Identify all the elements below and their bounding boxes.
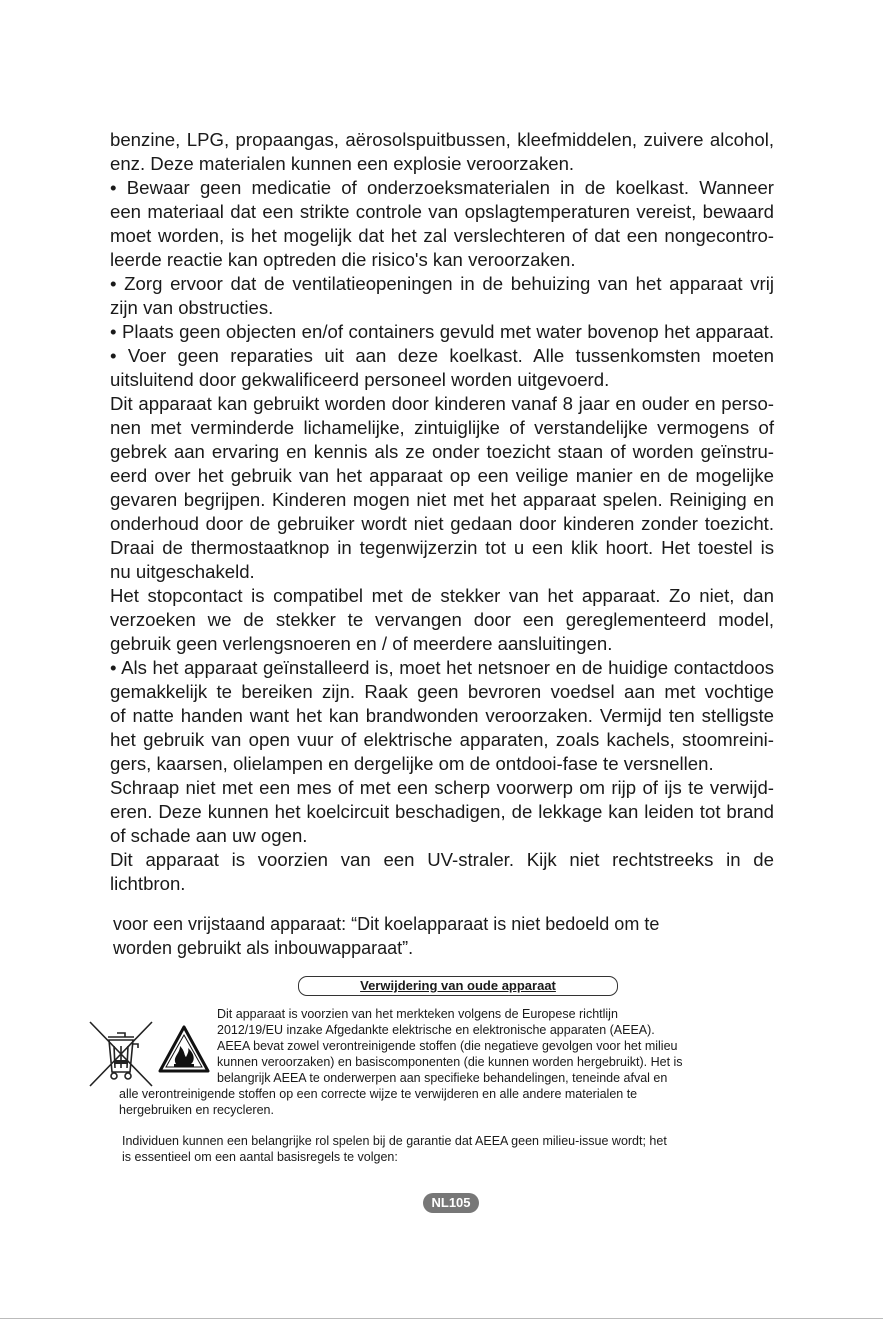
body-line: gers, kaarsen, olielampen en dergelijke om de ontdooi-fase te versnellen. bbox=[110, 753, 714, 774]
body-line: • Zorg ervoor dat de ventilatieopeningen in de behuizing van het apparaat vrij bbox=[110, 273, 774, 294]
flammable-warning-icon bbox=[158, 1024, 210, 1074]
body-line: Dit apparaat kan gebruikt worden door kinderen vanaf 8 jaar en ouder en perso- bbox=[110, 393, 774, 414]
body-line: • Plaats geen objecten en/of containers gevuld met water bovenop het apparaat. bbox=[110, 321, 774, 342]
disposal-line-2: 2012/19/EU inzake Afgedankte elektrische en elektronische apparaten (AEEA). bbox=[217, 1023, 655, 1037]
disposal-heading: Verwijdering van oude apparaat bbox=[298, 976, 618, 996]
body-line: of schade aan uw ogen. bbox=[110, 825, 308, 846]
body-line: uitsluitend door gekwalificeerd personeel worden uitgevoerd. bbox=[110, 369, 610, 390]
body-line: Draai de thermostaatknop in tegenwijzerzin tot u een klik hoort. Het toestel is bbox=[110, 537, 774, 558]
body-line: gevaren begrijpen. Kinderen mogen niet met het apparaat spelen. Reiniging en bbox=[110, 489, 774, 510]
body-line: • Voer geen reparaties uit aan deze koelkast. Alle tussenkomsten moeten bbox=[110, 345, 774, 366]
body-line: gebruik geen verlengsnoeren en / of meerdere aansluitingen. bbox=[110, 633, 613, 654]
crossed-out-wheelie-bin-icon bbox=[88, 1020, 154, 1088]
body-line: gebrek aan ervaring en kennis als ze onder toezicht staan of worden geïnstru- bbox=[110, 441, 774, 462]
body-line: enz. Deze materialen kunnen een explosie veroorzaken. bbox=[110, 153, 575, 174]
disposal-para2-line-2: is essentieel om een aantal basisregels te volgen: bbox=[122, 1150, 398, 1164]
body-line: nen met verminderde lichamelijke, zintuiglijke of verstandelijke vermogens of bbox=[110, 417, 774, 438]
body-line: Het stopcontact is compatibel met de stekker van het apparaat. Zo niet, dan bbox=[110, 585, 774, 606]
disposal-line-5: belangrijk AEEA te onderwerpen aan specifieke behandelingen, teneinde afval en bbox=[217, 1071, 668, 1085]
body-line: onderhoud door de gebruiker wordt niet gedaan door kinderen zonder toezicht. bbox=[110, 513, 774, 534]
body-line: leerde reactie kan optreden die risico's kan veroorzaken. bbox=[110, 249, 576, 270]
disposal-line-1: Dit apparaat is voorzien van het merkteken volgens de Europese richtlijn bbox=[217, 1007, 618, 1021]
body-line: een materiaal dat een strikte controle van opslagtemperaturen vereist, bewaard bbox=[110, 201, 774, 222]
bottom-rule bbox=[0, 1318, 883, 1319]
freestanding-line-2: worden gebruikt als inbouwapparaat”. bbox=[113, 938, 414, 958]
body-line: • Bewaar geen medicatie of onderzoeksmaterialen in de koelkast. Wanneer bbox=[110, 177, 774, 198]
body-line: Dit apparaat is voorzien van een UV-straler. Kijk niet rechtstreeks in de bbox=[110, 849, 774, 870]
disposal-para2-line-1: Individuen kunnen een belangrijke rol spelen bij de garantie dat AEEA geen milieu-issue wordt; het bbox=[122, 1134, 667, 1148]
body-line: of natte handen want het kan brandwonden veroorzaken. Vermijd ten stelligste bbox=[110, 705, 774, 726]
body-line: eren. Deze kunnen het koelcircuit beschadigen, de lekkage kan leiden tot brand bbox=[110, 801, 774, 822]
body-line: • Als het apparaat geïnstalleerd is, moet het netsnoer en de huidige contactdoos bbox=[110, 657, 774, 678]
body-line: zijn van obstructies. bbox=[110, 297, 274, 318]
body-line: eerd over het gebruik van het apparaat op een veilige manier en de mogelijke bbox=[110, 465, 774, 486]
body-line: lichtbron. bbox=[110, 873, 186, 894]
body-line: nu uitgeschakeld. bbox=[110, 561, 255, 582]
body-line: Schraap niet met een mes of met een scherp voorwerp om rijp of ijs te verwijd- bbox=[110, 777, 774, 798]
disposal-line-3: AEEA bevat zowel verontreinigende stoffen (die negatieve gevolgen voor het milieu bbox=[217, 1039, 678, 1053]
disposal-line-4: kunnen veroorzaken) en basiscomponenten (die kunnen worden hergebruikt). Het is bbox=[217, 1055, 683, 1069]
freestanding-line-1: voor een vrijstaand apparaat: “Dit koelapparaat is niet bedoeld om te bbox=[113, 914, 660, 934]
disposal-line-7: hergebruiken en recycleren. bbox=[119, 1103, 274, 1117]
page-number-badge: NL105 bbox=[423, 1193, 479, 1213]
disposal-line-6: alle verontreinigende stoffen op een correcte wijze te verwijderen en alle andere materialen te bbox=[119, 1087, 638, 1101]
body-line: gemakkelijk te bereiken zijn. Raak geen bevroren voedsel aan met vochtige bbox=[110, 681, 774, 702]
body-line: verzoeken we de stekker te vervangen door een gereglementeerd model, bbox=[110, 609, 774, 630]
body-line: moet worden, is het mogelijk dat het zal verslechteren of dat een nongecontro- bbox=[110, 225, 774, 246]
body-line: het gebruik van open vuur of elektrische apparaten, zoals kachels, stoomreini- bbox=[110, 729, 774, 750]
body-line: benzine, LPG, propaangas, aërosolspuitbussen, kleefmiddelen, zuivere alcohol, bbox=[110, 129, 774, 150]
